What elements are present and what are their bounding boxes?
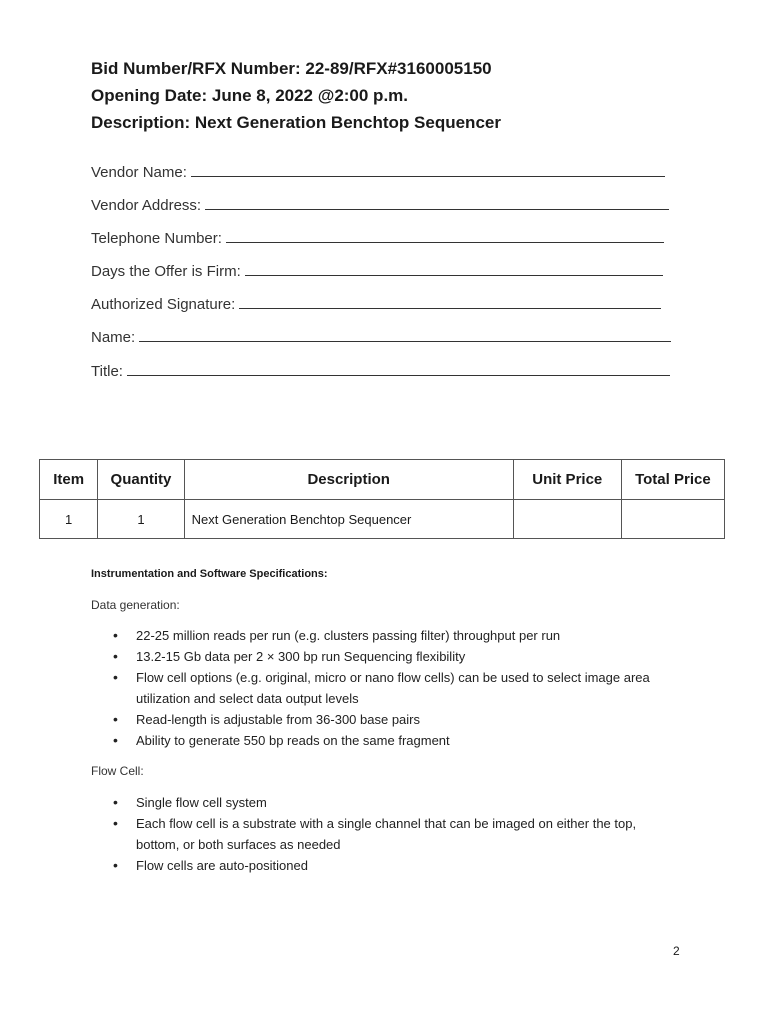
signature-label: Authorized Signature: — [91, 296, 236, 313]
opening-date: Opening Date: June 8, 2022 @2:00 p.m. — [91, 86, 409, 105]
list-item: • Ability to generate 550 bp reads on the same fragment — [113, 730, 673, 751]
cell-description: Next Generation Benchtop Sequencer — [184, 500, 513, 539]
title-label: Title: — [91, 363, 123, 380]
table-header-row — [40, 460, 725, 500]
cell-item: 1 — [40, 500, 98, 539]
flow-cell-label: Flow Cell: — [91, 764, 144, 778]
header-item: Item — [40, 460, 98, 500]
days-firm-line[interactable] — [245, 262, 663, 276]
telephone-line[interactable] — [226, 229, 664, 243]
table-row — [40, 500, 725, 539]
bid-number: Bid Number/RFX Number: 22-89/RFX#3160005150 — [91, 59, 492, 78]
specs-title: Instrumentation and Software Specifications: — [91, 568, 328, 580]
description-heading: Description: Next Generation Benchtop Sequencer — [91, 113, 501, 132]
header-unit-price: Unit Price — [513, 460, 621, 500]
telephone-field[interactable] — [91, 229, 664, 247]
telephone-label: Telephone Number: — [91, 230, 222, 247]
data-generation-list — [113, 625, 673, 751]
title-field[interactable] — [91, 362, 670, 380]
header-description: Description — [184, 460, 513, 500]
list-item: • Each flow cell is a substrate with a single channel that can be imaged on either the top, bottom, or both surfaces as needed — [113, 813, 673, 855]
page-number: 2 — [673, 944, 680, 958]
list-item: • Single flow cell system — [113, 792, 673, 813]
signature-line[interactable] — [239, 295, 661, 309]
vendor-address-field[interactable] — [91, 196, 669, 214]
vendor-address-line[interactable] — [205, 196, 669, 210]
cell-quantity: 1 — [98, 500, 184, 539]
vendor-name-field[interactable] — [91, 163, 665, 181]
list-item: • 22-25 million reads per run (e.g. clusters passing filter) throughput per run — [113, 625, 673, 646]
vendor-name-line[interactable] — [191, 163, 665, 177]
title-line[interactable] — [127, 362, 670, 376]
days-firm-field[interactable] — [91, 262, 663, 280]
vendor-name-label: Vendor Name: — [91, 164, 187, 181]
list-item: • Flow cells are auto-positioned — [113, 855, 673, 876]
vendor-address-label: Vendor Address: — [91, 197, 202, 214]
list-item: • Read-length is adjustable from 36-300 base pairs — [113, 709, 673, 730]
bid-items-table — [39, 459, 725, 539]
list-item: • 13.2-15 Gb data per 2 × 300 bp run Sequencing flexibility — [113, 646, 673, 667]
days-firm-label: Days the Offer is Firm: — [91, 263, 241, 280]
name-label: Name: — [91, 329, 136, 346]
cell-unit-price[interactable] — [513, 500, 621, 539]
header-quantity: Quantity — [98, 460, 184, 500]
header-total-price: Total Price — [621, 460, 724, 500]
name-line[interactable] — [139, 328, 671, 342]
list-item: • Flow cell options (e.g. original, micro or nano flow cells) can be used to select image area utilization and select data output levels — [113, 667, 673, 709]
name-field[interactable] — [91, 328, 671, 346]
signature-field[interactable] — [91, 295, 661, 313]
flow-cell-list — [113, 792, 673, 876]
data-generation-label: Data generation: — [91, 598, 180, 612]
cell-total-price[interactable] — [621, 500, 724, 539]
